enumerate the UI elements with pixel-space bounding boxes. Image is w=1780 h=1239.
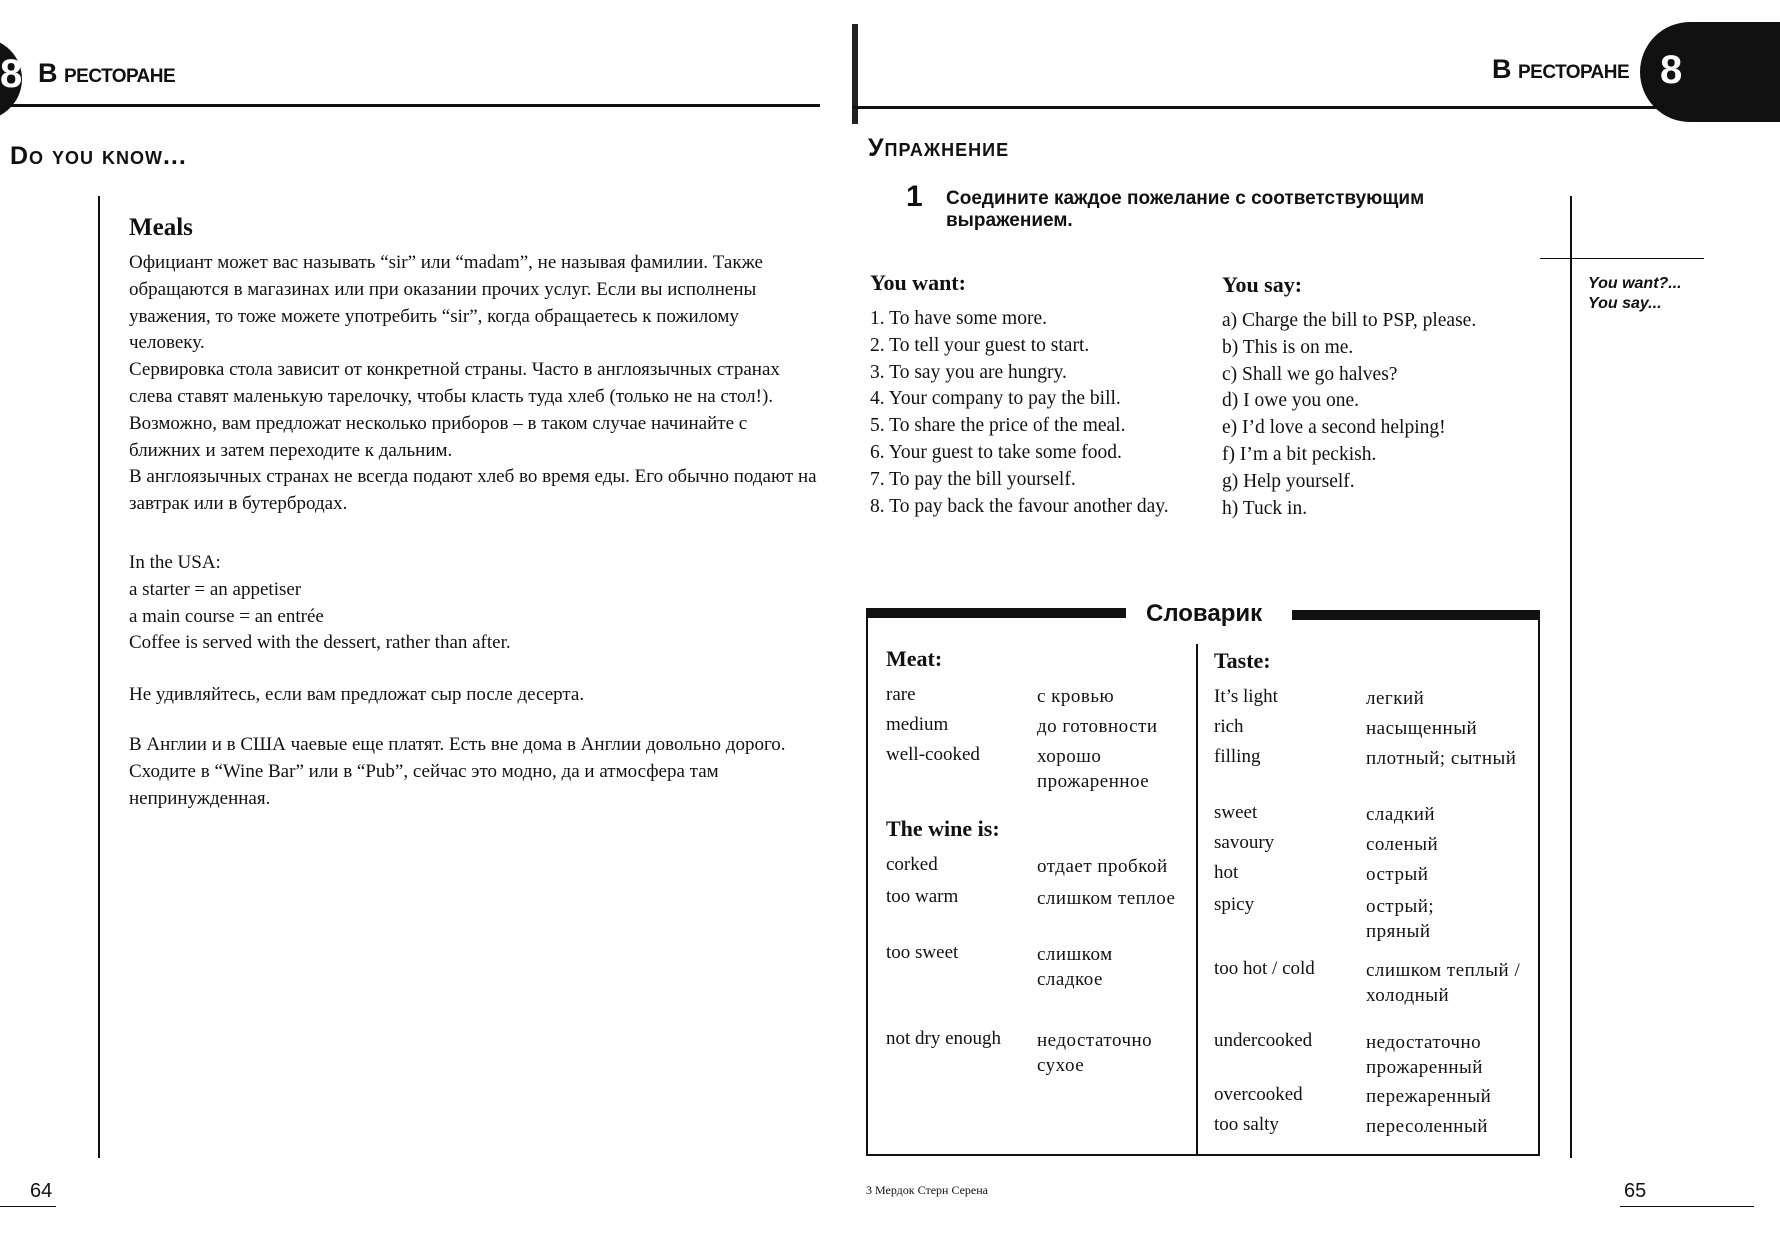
- page-number-rule-left: [0, 1206, 56, 1207]
- usa-line: In the USA:: [129, 552, 221, 573]
- you-want-heading: You want:: [870, 270, 966, 295]
- vocab-ru: пересоленный: [1366, 1116, 1488, 1137]
- list-item: 5. To share the price of the meal.: [870, 415, 1126, 437]
- usa-line: Coffee is served with the dessert, rather than after.: [129, 632, 511, 654]
- vocab-en: rich: [1214, 716, 1244, 737]
- list-item: 8. To pay back the favour another day.: [870, 495, 1169, 517]
- vocab-ru: сладкий: [1366, 804, 1436, 825]
- list-item: c) Shall we go halves?: [1222, 363, 1398, 385]
- list-item: f) I’m a bit peckish.: [1222, 443, 1377, 465]
- list-item: e) I’d love a second helping!: [1222, 417, 1446, 439]
- vocab-divider: [1196, 644, 1198, 1156]
- vocab-ru: насыщенный: [1366, 718, 1478, 739]
- section-title-right: Упражнение: [868, 134, 1010, 162]
- vocab-en: savoury: [1214, 832, 1275, 853]
- section-title-left: Do you know...: [10, 142, 187, 170]
- right-margin-rule: [1570, 196, 1572, 1158]
- list-item: d) I owe you one.: [1222, 390, 1360, 412]
- vocab-en: spicy: [1214, 894, 1255, 915]
- side-note: [1588, 274, 1682, 314]
- vocab-en: too sweet: [886, 942, 959, 963]
- vocab-en: not dry enough: [886, 1028, 1002, 1049]
- exercise-number: 1: [906, 180, 923, 213]
- cheese-note: Не удивляйтесь, если вам предложат сыр после десерта.: [129, 684, 585, 705]
- paragraph: В англоязычных странах не всегда подают хлеб во время еды. Его обычно подают на завтрак или в бутербродах.: [129, 466, 817, 515]
- vocab-ru: легкий: [1366, 688, 1425, 709]
- vocab-ru: слишком теплое: [1037, 888, 1176, 909]
- vocab-en: It’s light: [1214, 686, 1278, 707]
- vocab-ru: плотный; сытный: [1366, 748, 1517, 769]
- vocab-en: rare: [886, 684, 916, 705]
- vocab-en: sweet: [1214, 802, 1258, 823]
- usa-line: a starter = an appetiser: [129, 578, 302, 600]
- meals-title: Meals: [129, 214, 193, 241]
- list-item: g) Help yourself.: [1222, 470, 1355, 492]
- list-item: b) This is on me.: [1222, 336, 1354, 358]
- exercise-instruction: Соедините каждое пожелание с соответствующим выражением.: [946, 188, 1425, 231]
- taste-heading: Taste:: [1214, 648, 1271, 673]
- list-item: 3. To say you are hungry.: [870, 361, 1067, 383]
- vocab-ru: пережаренный: [1366, 1086, 1492, 1107]
- vocab-en: corked: [886, 854, 938, 875]
- wine-heading: The wine is:: [886, 816, 1000, 841]
- header-rule-left: [0, 104, 820, 107]
- side-note-rule: [1540, 258, 1704, 259]
- usa-line: a main course = an entrée: [129, 605, 324, 627]
- vocab-ru: хорошо прожаренное: [1037, 746, 1150, 792]
- header-rule-right: [852, 106, 1754, 109]
- vocab-ru: слишком сладкое: [1037, 944, 1113, 990]
- vocab-ru: до готовности: [1037, 716, 1158, 737]
- vocab-en: filling: [1214, 746, 1261, 767]
- vocab-ru: соленый: [1366, 834, 1439, 855]
- list-item: 4. Your company to pay the bill.: [870, 388, 1121, 410]
- you-say-heading: You say:: [1222, 272, 1303, 297]
- vocab-en: hot: [1214, 862, 1239, 883]
- meals-text: [129, 250, 819, 518]
- paragraph: Официант может вас называть “sir” или “madam”, не называя фамилии. Также обращаются в магазинах или при оказании прочих услуг. Если вы исполнены уважения, то тоже можете употребить “sir”, когда обращаетесь к пожилому человеку.: [129, 252, 763, 354]
- vocab-ru: острый: [1366, 864, 1429, 885]
- vocab-en: well-cooked: [886, 744, 980, 765]
- vocab-ru: отдает пробкой: [1037, 856, 1168, 877]
- vocab-en: medium: [886, 714, 949, 735]
- list-item: 6. Your guest to take some food.: [870, 441, 1122, 463]
- meat-heading: Meat:: [886, 646, 943, 671]
- list-item: h) Tuck in.: [1222, 497, 1308, 519]
- usa-block: [129, 550, 819, 657]
- list-item: 1. To have some more.: [870, 308, 1047, 329]
- chapter-title-left: В ресторане: [38, 58, 176, 88]
- vocab-title: Словарик: [1146, 600, 1263, 627]
- vocab-ru: с кровью: [1037, 686, 1115, 707]
- page-number-left: 64: [30, 1180, 53, 1202]
- left-column-rule: [98, 196, 100, 1158]
- side-note-line: You say...: [1588, 295, 1662, 312]
- list-item: a) Charge the bill to PSP, please.: [1222, 310, 1477, 331]
- chapter-number-left: 8: [0, 52, 23, 96]
- page-number-rule-right: [1620, 1206, 1754, 1207]
- chapter-title-right: В ресторане: [1492, 54, 1630, 84]
- vocab-ru: недостаточно прожаренный: [1366, 1032, 1483, 1078]
- vocab-en: too salty: [1214, 1114, 1279, 1135]
- side-note-line: You want?...: [1588, 275, 1682, 292]
- you-say-list: [1222, 308, 1476, 522]
- vocab-en: overcooked: [1214, 1084, 1303, 1105]
- you-want-list: [870, 306, 1169, 520]
- footer-credit: 3 Мердок Стерн Серена: [866, 1183, 989, 1197]
- vocab-ru: слишком теплый / холодный: [1366, 960, 1521, 1006]
- page-number-right: 65: [1624, 1180, 1647, 1202]
- vocab-en: too hot / cold: [1214, 958, 1315, 979]
- vocab-ru: недостаточно сухое: [1037, 1030, 1153, 1076]
- spine-mark: [852, 24, 858, 124]
- vocab-bar-left: [866, 608, 1126, 618]
- list-item: 7. To pay the bill yourself.: [870, 468, 1076, 490]
- chapter-number-right: 8: [1660, 48, 1683, 92]
- vocab-en: undercooked: [1214, 1030, 1313, 1051]
- list-item: 2. To tell your guest to start.: [870, 334, 1090, 356]
- vocab-en: too warm: [886, 886, 959, 907]
- paragraph: Сервировка стола зависит от конкретной страны. Часто в англоязычных странах слева ставят маленькую тарелочку, чтобы класть туда хлеб (только не на стол!). Возможно, вам предложат несколько приборов – в таком случае начинайте с ближних и затем переходите к дальним.: [129, 359, 780, 461]
- vocab-ru: острый; пряный: [1366, 896, 1435, 942]
- tips-note: В Англии и в США чаевые еще платят. Есть вне дома в Англии довольно дорого. Сходите в “Wine Bar” или в “Pub”, сейчас это модно, да и атмосфера там непринужденная.: [129, 734, 786, 809]
